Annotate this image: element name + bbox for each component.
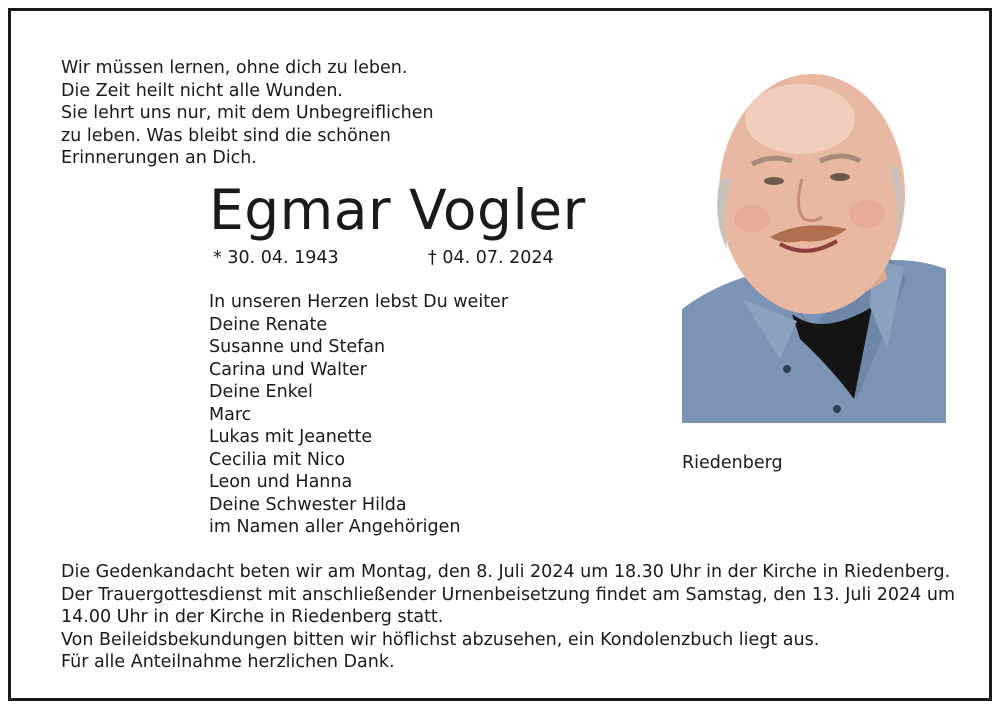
- birth-date: * 30. 04. 1943: [213, 248, 339, 268]
- obituary-card: [8, 8, 992, 701]
- quote-line: Erinnerungen an Dich.: [61, 148, 257, 168]
- service-announcement: [61, 561, 955, 674]
- mourner-line: Deine Renate: [209, 314, 328, 335]
- mourner-line: Marc: [209, 404, 252, 425]
- mourner-line: Deine Enkel: [209, 382, 313, 402]
- announcement-line: Für alle Anteilnahme herzlichen Dank.: [61, 652, 395, 672]
- mourner-line: Susanne und Stefan: [209, 337, 386, 357]
- mourner-line: Cecilia mit Nico: [209, 449, 346, 470]
- announcement-line: Die Gedenkandacht beten wir am Montag, den 8. Juli 2024 um 18.30 Uhr in der Kirche in Riedenberg.: [61, 562, 951, 582]
- memorial-quote: [61, 57, 434, 170]
- announcement-line: 14.00 Uhr in der Kirche in Riedenberg statt.: [61, 607, 444, 627]
- announcement-line: Von Beileidsbekundungen bitten wir höflichst abzusehen, ein Kondolenzbuch liegt aus.: [61, 629, 820, 650]
- quote-line: Sie lehrt uns nur, mit dem Unbegreiflichen: [61, 103, 434, 123]
- mourner-line: Carina und Walter: [209, 359, 367, 380]
- quote-line: Die Zeit heilt nicht alle Wunden.: [61, 80, 343, 101]
- quote-line: Wir müssen lernen, ohne dich zu leben.: [61, 58, 408, 78]
- mourner-line: im Namen aller Angehörigen: [209, 517, 461, 537]
- mourner-line: Lukas mit Jeanette: [209, 427, 373, 447]
- mourner-line: In unseren Herzen lebst Du weiter: [209, 292, 509, 312]
- death-date: † 04. 07. 2024: [428, 248, 554, 268]
- mourner-line: Deine Schwester Hilda: [209, 494, 407, 515]
- hometown-label: Riedenberg: [682, 453, 783, 473]
- mourners-list: [209, 291, 508, 539]
- quote-line: zu leben. Was bleibt sind die schönen: [61, 125, 391, 146]
- portrait-photo: [682, 69, 946, 423]
- portrait-illustration: [682, 69, 946, 423]
- announcement-line: Der Trauergottesdienst mit anschließender Urnenbeisetzung findet am Samstag, den 13. Juli 2024 um: [61, 584, 955, 605]
- deceased-name: Egmar Vogler: [209, 178, 586, 242]
- mourner-line: Leon und Hanna: [209, 472, 353, 492]
